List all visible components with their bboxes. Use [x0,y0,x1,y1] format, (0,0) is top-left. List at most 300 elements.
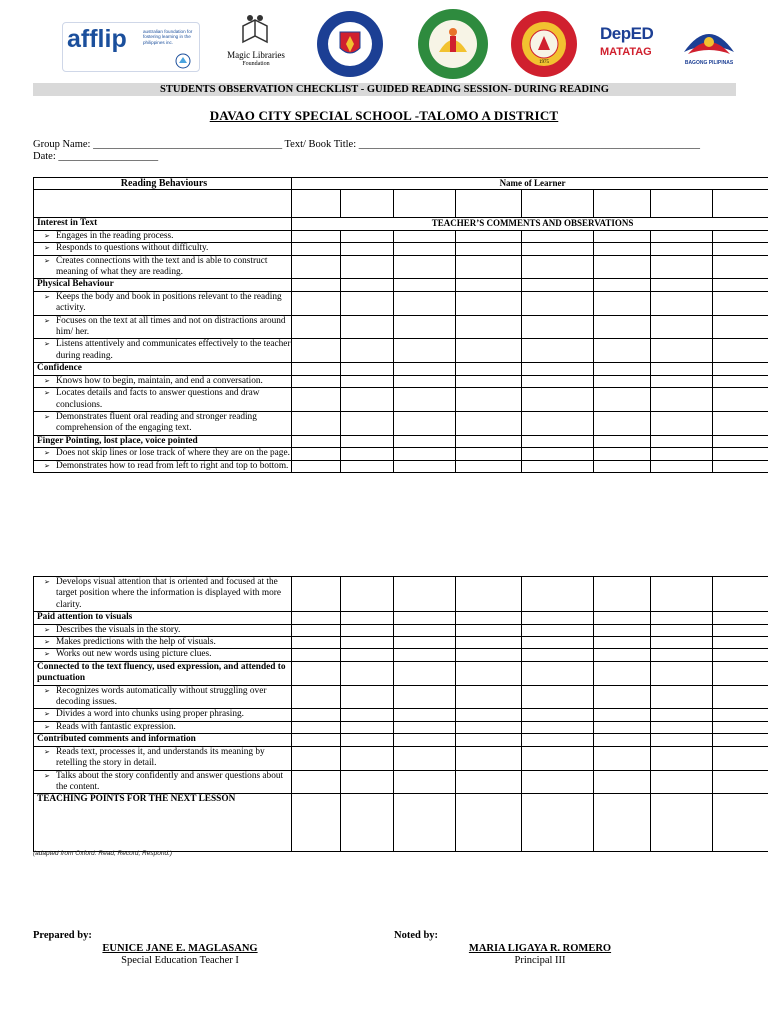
observation-cell[interactable] [292,685,341,709]
category-row [34,794,768,852]
behaviour-text: ➢ Develops visual attention that is oriented and focused at the target position where the information is displayed with more clarity. [34,577,292,612]
observation-cell[interactable] [456,375,522,387]
observation-cell[interactable] [394,624,456,636]
observation-cell[interactable] [394,448,456,460]
observation-cell[interactable] [713,460,768,472]
observation-cell[interactable] [394,460,456,472]
observation-cell[interactable] [292,734,341,746]
observation-cell[interactable] [713,363,768,375]
observation-cell[interactable] [292,279,341,291]
behaviour-spacer-cell [34,190,292,218]
observation-cell[interactable] [292,363,341,375]
division-seal-icon [417,8,489,80]
observation-cell[interactable] [292,794,341,852]
observation-cell[interactable] [651,411,713,435]
school-year: 1975 [539,60,549,65]
observation-cell[interactable] [713,339,768,363]
observation-cell[interactable] [394,794,456,852]
observation-cell[interactable] [394,279,456,291]
observation-cell[interactable] [394,685,456,709]
observation-cell[interactable] [522,375,594,387]
observation-cell[interactable] [522,685,594,709]
observation-cell[interactable] [651,624,713,636]
observation-cell[interactable] [651,435,713,447]
observation-cell[interactable] [594,794,651,852]
observation-cell[interactable] [651,661,713,685]
davao-division-logo [417,8,489,80]
category-row [34,218,768,230]
observation-cell[interactable] [292,746,341,770]
observation-cell[interactable] [522,291,594,315]
category-row [34,279,768,291]
observation-cell[interactable] [594,460,651,472]
observation-cell[interactable] [651,709,713,721]
observation-cell[interactable] [522,577,594,612]
deped-matatag-logo [600,22,664,66]
behaviour-text: ➢ Creates connections with the text and is able to construct meaning of what they are reading. [34,255,292,279]
observation-cell[interactable] [341,315,394,339]
bagong-pilipinas-text: BAGONG PILIPINAS [684,60,734,66]
observation-cell[interactable] [394,577,456,612]
observation-cell[interactable] [341,279,394,291]
observation-cell[interactable] [713,315,768,339]
noted-by-title: Principal III [514,955,566,966]
observation-cell[interactable] [341,637,394,649]
behaviour-text: ➢ Reads with fantastic expression. [34,721,292,733]
deped-word: DepED [600,24,654,43]
behaviour-text: ➢ Responds to questions without difficulty. [34,243,292,255]
observation-cell[interactable] [292,255,341,279]
observation-cell[interactable] [594,375,651,387]
observation-cell[interactable] [456,746,522,770]
observation-cell[interactable] [341,460,394,472]
observation-cell[interactable] [456,624,522,636]
observation-cell[interactable] [651,612,713,624]
observation-cell[interactable] [394,734,456,746]
observation-cell[interactable] [713,649,768,661]
behaviour-row [34,339,768,363]
checklist-table-page1 [33,177,768,473]
observation-cell[interactable] [456,612,522,624]
observation-cell[interactable] [292,375,341,387]
observation-cell[interactable] [456,794,522,852]
observation-cell[interactable] [394,770,456,794]
behaviour-text: ➢ Talks about the story confidently and answer questions about the content. [34,770,292,794]
observation-cell[interactable] [341,243,394,255]
observation-cell[interactable] [456,291,522,315]
observation-cell[interactable] [713,661,768,685]
observation-cell[interactable] [394,339,456,363]
observation-cell[interactable] [594,721,651,733]
observation-cell[interactable] [594,709,651,721]
observation-cell[interactable] [394,721,456,733]
observation-cell[interactable] [341,612,394,624]
observation-cell[interactable] [594,734,651,746]
observation-cell[interactable] [341,448,394,460]
observation-cell[interactable] [713,291,768,315]
observation-cell[interactable] [341,685,394,709]
behaviour-row [34,649,768,661]
observation-cell[interactable] [394,709,456,721]
observation-cell[interactable] [713,255,768,279]
observation-cell[interactable] [456,637,522,649]
observation-cell[interactable] [292,230,341,242]
observation-cell[interactable] [341,734,394,746]
observation-cell[interactable] [522,612,594,624]
observation-cell[interactable] [522,255,594,279]
observation-cell[interactable] [341,339,394,363]
observation-cell[interactable] [522,411,594,435]
learner-name-cell[interactable] [651,190,713,218]
observation-cell[interactable] [341,230,394,242]
observation-cell[interactable] [594,624,651,636]
observation-cell[interactable] [456,770,522,794]
observation-cell[interactable] [594,649,651,661]
observation-cell[interactable] [456,577,522,612]
observation-cell[interactable] [522,770,594,794]
observation-cell[interactable] [594,255,651,279]
observation-cell[interactable] [651,685,713,709]
observation-cell[interactable] [292,448,341,460]
observation-cell[interactable] [522,637,594,649]
observation-cell[interactable] [594,448,651,460]
observation-cell[interactable] [292,661,341,685]
observation-cell[interactable] [651,315,713,339]
behaviour-row [34,637,768,649]
observation-cell[interactable] [341,291,394,315]
observation-cell[interactable] [594,230,651,242]
observation-cell[interactable] [456,460,522,472]
afflip-tagline: australian foundation for fostering learning in the philippines inc. [143,29,193,45]
behaviour-text: ➢ Describes the visuals in the story. [34,624,292,636]
observation-cell[interactable] [713,612,768,624]
observation-cell[interactable] [594,661,651,685]
observation-cell[interactable] [594,339,651,363]
observation-cell[interactable] [341,709,394,721]
school-district-title: DAVAO CITY SPECIAL SCHOOL -TALOMO A DISTRICT [209,108,559,123]
category-label: Finger Pointing, lost place, voice pointed [34,435,292,447]
observation-cell[interactable] [394,612,456,624]
observation-cell[interactable] [713,721,768,733]
observation-cell[interactable] [651,291,713,315]
checklist-body-page2 [34,577,768,852]
observation-cell[interactable] [522,230,594,242]
observation-cell[interactable] [292,709,341,721]
observation-cell[interactable] [713,388,768,412]
behaviour-row [34,291,768,315]
observation-cell[interactable] [713,577,768,612]
observation-cell[interactable] [341,770,394,794]
observation-cell[interactable] [522,649,594,661]
observation-cell[interactable] [394,315,456,339]
observation-cell[interactable] [651,794,713,852]
checklist-table-page2 [33,576,768,852]
book-figures-icon [238,12,272,46]
observation-cell[interactable] [522,794,594,852]
observation-cell[interactable] [522,709,594,721]
behaviour-row [34,230,768,242]
observation-cell[interactable] [594,435,651,447]
observation-cell[interactable] [713,624,768,636]
observation-cell[interactable] [456,315,522,339]
learner-name-cell[interactable] [394,190,456,218]
afflip-logo [62,22,200,72]
observation-cell[interactable] [456,649,522,661]
observation-cell[interactable] [522,721,594,733]
observation-cell[interactable] [341,577,394,612]
observation-cell[interactable] [594,685,651,709]
source-note: (adapted from Oxford: Read, Record, Respond.) [33,850,173,857]
observation-cell[interactable] [713,770,768,794]
observation-cell[interactable] [456,435,522,447]
observation-cell[interactable] [651,255,713,279]
learner-name-cell[interactable] [594,190,651,218]
observation-cell[interactable] [394,411,456,435]
observation-cell[interactable] [341,375,394,387]
observation-cell[interactable] [651,375,713,387]
checklist-body-page1 [34,218,768,473]
observation-cell[interactable] [651,721,713,733]
category-row [34,734,768,746]
observation-cell[interactable] [651,746,713,770]
learner-name-cell[interactable] [522,190,594,218]
behaviour-row [34,243,768,255]
behaviour-row [34,375,768,387]
observation-cell[interactable] [394,637,456,649]
bagong-pilipinas-icon [678,22,740,60]
observation-cell[interactable] [456,279,522,291]
observation-cell[interactable] [651,448,713,460]
observation-cell[interactable] [713,637,768,649]
observation-cell[interactable] [594,612,651,624]
school-seal-icon [510,10,578,78]
observation-cell[interactable] [292,649,341,661]
behaviour-text: ➢ Works out new words using picture clues. [34,649,292,661]
observation-cell[interactable] [292,315,341,339]
observation-cell[interactable] [394,435,456,447]
observation-cell[interactable] [341,721,394,733]
observation-cell[interactable] [341,435,394,447]
observation-cell[interactable] [341,363,394,375]
observation-cell[interactable] [292,243,341,255]
observation-cell[interactable] [394,363,456,375]
observation-cell[interactable] [713,279,768,291]
reading-behaviours-header: Reading Behaviours [34,178,292,190]
observation-cell[interactable] [651,734,713,746]
observation-cell[interactable] [713,243,768,255]
observation-cell[interactable] [651,230,713,242]
observation-cell[interactable] [594,315,651,339]
observation-cell[interactable] [651,363,713,375]
observation-cell[interactable] [651,388,713,412]
observation-cell[interactable] [651,243,713,255]
observation-cell[interactable] [522,339,594,363]
observation-cell[interactable] [341,255,394,279]
observation-cell[interactable] [713,746,768,770]
behaviour-row [34,255,768,279]
observation-cell[interactable] [594,388,651,412]
observation-cell[interactable] [522,624,594,636]
noted-by-label: Noted by: [394,930,439,941]
observation-cell[interactable] [594,291,651,315]
observation-cell[interactable] [341,649,394,661]
category-row [34,435,768,447]
behaviour-text: ➢ Locates details and facts to answer questions and draw conclusions. [34,388,292,412]
special-school-logo [510,10,578,78]
magic-libraries-foundation: Foundation [242,61,270,67]
observation-cell[interactable] [341,794,394,852]
behaviour-row [34,411,768,435]
behaviour-text: ➢ Recognizes words automatically without struggling over decoding issues. [34,685,292,709]
magic-libraries-name: Magic Libraries [227,50,285,60]
observation-cell[interactable] [456,661,522,685]
behaviour-text: ➢ Knows how to begin, maintain, and end a conversation. [34,375,292,387]
observation-cell[interactable] [456,734,522,746]
observation-cell[interactable] [292,388,341,412]
observation-cell[interactable] [292,291,341,315]
observation-cell[interactable] [651,279,713,291]
observation-cell[interactable] [713,375,768,387]
observation-cell[interactable] [292,411,341,435]
observation-cell[interactable] [522,746,594,770]
category-label: Connected to the text fluency, used expression, and attended to punctuation [34,661,292,685]
observation-cell[interactable] [594,279,651,291]
observation-cell[interactable] [394,388,456,412]
observation-cell[interactable] [341,746,394,770]
name-of-learner-header: Name of Learner [292,178,768,190]
observation-cell[interactable] [292,637,341,649]
observation-cell[interactable] [394,230,456,242]
observation-cell[interactable] [522,435,594,447]
behaviour-text: ➢ Divides a word into chunks using proper phrasing. [34,709,292,721]
observation-cell[interactable] [456,255,522,279]
observation-cell[interactable] [651,577,713,612]
learner-name-cell[interactable] [292,190,341,218]
observation-cell[interactable] [394,746,456,770]
observation-cell[interactable] [456,363,522,375]
behaviour-text: ➢ Demonstrates fluent oral reading and stronger reading comprehension of the engaging text. [34,411,292,435]
observation-cell[interactable] [522,448,594,460]
category-row [34,661,768,685]
logo-strip [60,8,740,80]
observation-cell[interactable] [713,734,768,746]
behaviour-row [34,746,768,770]
observation-cell[interactable] [341,411,394,435]
observation-cell[interactable] [522,460,594,472]
matatag-word: MATATAG [600,46,652,58]
observation-cell[interactable] [594,411,651,435]
observation-cell[interactable] [651,770,713,794]
observation-cell[interactable] [292,577,341,612]
behaviour-row [34,709,768,721]
observation-cell[interactable] [713,448,768,460]
observation-cell[interactable] [651,649,713,661]
category-label: Paid attention to visuals [34,612,292,624]
observation-cell[interactable] [522,243,594,255]
observation-cell[interactable] [456,448,522,460]
observation-cell[interactable] [713,685,768,709]
observation-cell[interactable] [594,577,651,612]
observation-cell[interactable] [292,612,341,624]
observation-cell[interactable] [594,243,651,255]
category-row [34,363,768,375]
observation-cell[interactable] [651,460,713,472]
learner-name-cell[interactable] [456,190,522,218]
observation-cell[interactable] [456,685,522,709]
observation-cell[interactable] [292,721,341,733]
category-row [34,612,768,624]
behaviour-row [34,388,768,412]
behaviour-row [34,448,768,460]
prepared-by-label: Prepared by: [33,930,92,941]
observation-cell[interactable] [456,243,522,255]
learner-name-cell[interactable] [713,190,768,218]
observation-cell[interactable] [292,770,341,794]
learner-name-cell[interactable] [341,190,394,218]
observation-cell[interactable] [394,255,456,279]
behaviour-row [34,315,768,339]
observation-cell[interactable] [713,435,768,447]
observation-cell[interactable] [292,339,341,363]
observation-cell[interactable] [522,315,594,339]
observation-cell[interactable] [456,721,522,733]
observation-cell[interactable] [456,388,522,412]
behaviour-text: ➢ Keeps the body and book in positions relevant to the reading activity. [34,291,292,315]
observation-cell[interactable] [713,709,768,721]
date-line: Date: ___________________ [33,151,159,162]
behaviour-row [34,460,768,472]
observation-cell[interactable] [341,388,394,412]
observation-cell[interactable] [292,460,341,472]
prepared-by-title: Special Education Teacher I [121,955,239,966]
observation-cell[interactable] [594,363,651,375]
observation-cell[interactable] [594,770,651,794]
observation-cell[interactable] [713,411,768,435]
observation-cell[interactable] [394,375,456,387]
observation-cell[interactable] [522,734,594,746]
observation-cell[interactable] [713,230,768,242]
observation-cell[interactable] [394,243,456,255]
behaviour-text: ➢ Focuses on the text at all times and not on distractions around him/ her. [34,315,292,339]
teacher-comments-header: TEACHER’S COMMENTS AND OBSERVATIONS [292,218,768,230]
observation-cell[interactable] [292,435,341,447]
observation-cell[interactable] [341,661,394,685]
observation-cell[interactable] [522,388,594,412]
observation-cell[interactable] [394,649,456,661]
observation-cell[interactable] [456,411,522,435]
observation-cell[interactable] [394,661,456,685]
afflip-emblem-icon [175,53,191,69]
observation-cell[interactable] [651,339,713,363]
category-label: Physical Behaviour [34,279,292,291]
observation-cell[interactable] [456,230,522,242]
observation-cell[interactable] [522,661,594,685]
observation-cell[interactable] [651,637,713,649]
behaviour-text: ➢ Makes predictions with the help of visuals. [34,637,292,649]
observation-cell[interactable] [456,339,522,363]
observation-cell[interactable] [522,279,594,291]
observation-cell[interactable] [713,794,768,852]
observation-cell[interactable] [594,637,651,649]
observation-cell[interactable] [522,363,594,375]
observation-cell[interactable] [394,291,456,315]
observation-cell[interactable] [456,709,522,721]
observation-cell[interactable] [594,746,651,770]
observation-cell[interactable] [292,624,341,636]
noted-by-name: MARIA LIGAYA R. ROMERO [468,943,612,954]
observation-cell[interactable] [341,624,394,636]
behaviour-text: ➢ Reads text, processes it, and understands its meaning by retelling the story in detail. [34,746,292,770]
